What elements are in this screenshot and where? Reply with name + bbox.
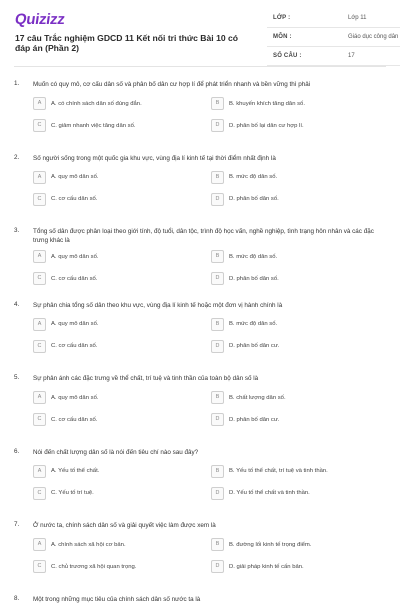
- question-text: Ở nước ta, chính sách dân số và giải quyết việc làm được xem là: [33, 522, 216, 529]
- option-letter-badge: D: [211, 340, 224, 353]
- meta-value: Lớp 11: [348, 15, 367, 21]
- option-letter-badge: B: [211, 318, 224, 331]
- answer-option[interactable]: [211, 391, 385, 404]
- meta-value: 17: [348, 53, 355, 59]
- question-number: 7.: [14, 521, 20, 528]
- option-letter-badge: B: [211, 538, 224, 551]
- option-letter-badge: C: [33, 272, 46, 285]
- option-letter-badge: D: [211, 272, 224, 285]
- option-text: A. quy mô dân số.: [51, 174, 99, 180]
- answer-option[interactable]: [211, 318, 385, 331]
- option-text: B. chất lượng dân số.: [229, 394, 286, 401]
- question-item: [14, 221, 386, 295]
- option-text: A. quy mô dân số.: [51, 253, 99, 260]
- option-letter-badge: C: [33, 487, 46, 500]
- question-number: 1.: [14, 80, 20, 87]
- answer-option[interactable]: [211, 272, 385, 285]
- question-text: Tổng số dân được phân loại theo giới tính, độ tuổi, dân tộc, trình độ học vấn, nghề nghiệp, tình trạng hôn nhân và các đặc trưng khác là: [33, 228, 374, 244]
- answer-option[interactable]: [33, 318, 207, 331]
- option-text: D. Yếu tố thể chất và tinh thần.: [229, 490, 310, 496]
- question-text: Một trong những mục tiêu của chính sách dân số nước ta là: [33, 595, 201, 603]
- option-letter-badge: C: [33, 560, 46, 573]
- option-letter-badge: A: [33, 97, 46, 110]
- question-number: 4.: [14, 300, 20, 308]
- answer-option[interactable]: [211, 538, 385, 551]
- option-letter-badge: A: [33, 465, 46, 478]
- option-text: A. quy mô dân số.: [51, 321, 99, 327]
- option-text: C. giảm nhanh việc tăng dân số.: [51, 122, 136, 129]
- quizizz-logo: Quizizz: [13, 11, 66, 28]
- option-text: D. phân bố dân số.: [229, 275, 279, 282]
- option-text: B. mức độ dân số.: [229, 321, 278, 327]
- meta-value: Giáo dục công dân: [348, 34, 399, 40]
- meta-subject: [267, 30, 400, 47]
- answer-option[interactable]: [33, 119, 207, 132]
- answer-option[interactable]: [33, 171, 207, 184]
- answer-option[interactable]: [33, 487, 207, 500]
- option-letter-badge: B: [211, 97, 224, 110]
- question-item: [14, 589, 386, 615]
- question-number: 6.: [14, 447, 20, 455]
- option-letter-badge: C: [33, 193, 46, 206]
- question-item: [14, 368, 386, 442]
- option-letter-badge: D: [211, 487, 224, 500]
- option-letter-badge: B: [211, 171, 224, 184]
- option-text: C. chủ trương xã hội quan trọng.: [51, 563, 137, 570]
- option-letter-badge: D: [211, 119, 224, 132]
- answer-option[interactable]: [211, 119, 385, 132]
- answer-option[interactable]: [33, 413, 207, 426]
- option-text: D. giải pháp kinh tế cấn bản.: [229, 563, 304, 570]
- answer-option[interactable]: [211, 97, 385, 110]
- option-text: A. quy mô dân số.: [51, 394, 99, 401]
- option-letter-badge: B: [211, 250, 224, 263]
- question-text: Sự phân chia tổng số dân theo khu vực, vùng địa lí kinh tế hoặc một đơn vị hành chính là: [33, 301, 283, 309]
- answer-option[interactable]: [211, 487, 385, 500]
- option-text: D. phân bố dân cư.: [229, 416, 280, 423]
- question-number: 8.: [14, 594, 20, 602]
- option-text: D. phân bố dân cư.: [229, 343, 280, 349]
- option-text: A. chính sách xã hội cơ bản.: [51, 541, 126, 548]
- meta-question-count: [267, 49, 400, 66]
- question-item: [14, 295, 386, 369]
- option-text: C. cơ cấu dân số.: [51, 416, 98, 423]
- option-text: B. Yếu tố thể chất, trí tuệ và tinh thần.: [229, 468, 328, 474]
- option-letter-badge: C: [33, 413, 46, 426]
- answer-option[interactable]: [211, 465, 385, 478]
- question-text: Số người sống trong một quốc gia khu vực, vùng địa lí kinh tế tại thời điểm nhất định là: [33, 154, 276, 162]
- option-text: D. phân bố lại dân cư hợp lí.: [229, 122, 304, 129]
- question-item: [14, 148, 386, 222]
- answer-option[interactable]: [33, 193, 207, 206]
- option-text: A. Yếu tố thể chất.: [51, 468, 100, 474]
- meta-label: SỐ CÂU :: [273, 53, 302, 59]
- worksheet-header: [13, 0, 399, 67]
- answer-option[interactable]: [33, 538, 207, 551]
- worksheet-meta: [267, 11, 400, 66]
- answer-option[interactable]: [33, 272, 207, 285]
- meta-label: LỚP :: [273, 15, 291, 21]
- option-text: C. cơ cấu dân số.: [51, 196, 98, 202]
- meta-class: [267, 11, 400, 28]
- question-list: [14, 74, 386, 615]
- question-item: [14, 74, 386, 148]
- question-item: [14, 515, 386, 589]
- answer-option[interactable]: [33, 560, 207, 573]
- question-item: [14, 442, 386, 516]
- question-text: Nói đến chất lượng dân số là nói đến tiêu chí nào sau đây?: [33, 448, 199, 456]
- option-letter-badge: B: [211, 465, 224, 478]
- option-text: B. khuyến khích tăng dân số.: [229, 100, 305, 107]
- question-text: Muốn có quy mô, cơ cấu dân số và phân bố dân cư hợp lí để phát triển nhanh và bền vững thì phải: [33, 81, 311, 88]
- answer-option[interactable]: [211, 340, 385, 353]
- answer-option[interactable]: [33, 465, 207, 478]
- question-number: 5.: [14, 374, 20, 381]
- option-letter-badge: A: [33, 250, 46, 263]
- answer-option[interactable]: [211, 560, 385, 573]
- option-letter-badge: C: [33, 119, 46, 132]
- answer-option[interactable]: [211, 413, 385, 426]
- option-text: B. mức độ dân số.: [229, 174, 278, 180]
- worksheet-title: 17 câu Trắc nghiệm GDCD 11 Kết nối tri thức Bài 10 có đáp án (Phần 2): [15, 33, 239, 53]
- option-letter-badge: D: [211, 413, 224, 426]
- answer-option[interactable]: [33, 97, 207, 110]
- answer-option[interactable]: [211, 250, 385, 263]
- answer-option[interactable]: [211, 171, 385, 184]
- answer-option[interactable]: [33, 340, 207, 353]
- option-letter-badge: C: [33, 340, 46, 353]
- option-text: C. cơ cấu dân số.: [51, 343, 98, 349]
- option-letter-badge: A: [33, 391, 46, 404]
- option-letter-badge: A: [33, 171, 46, 184]
- option-letter-badge: D: [211, 193, 224, 206]
- option-text: B. đường lối kinh tế trọng điểm.: [229, 541, 312, 548]
- option-letter-badge: D: [211, 560, 224, 573]
- option-text: B. mức độ dân số.: [229, 253, 278, 260]
- meta-label: MÔN :: [273, 34, 292, 40]
- question-number: 3.: [14, 227, 20, 234]
- answer-option[interactable]: [33, 391, 207, 404]
- option-text: C. cơ cấu dân số.: [51, 275, 98, 282]
- option-letter-badge: A: [33, 538, 46, 551]
- option-letter-badge: B: [211, 391, 224, 404]
- question-text: Sự phản ánh các đặc trưng về thể chất, trí tuệ và tinh thần của toàn bộ dân số là: [33, 375, 259, 382]
- option-text: A. có chính sách dân số đúng đắn.: [51, 100, 142, 107]
- option-text: C. Yếu tố trí tuệ.: [51, 490, 94, 496]
- question-number: 2.: [14, 153, 20, 161]
- option-text: D. phân bố dân số.: [229, 196, 279, 202]
- option-letter-badge: A: [33, 318, 46, 331]
- answer-option[interactable]: [211, 193, 385, 206]
- answer-option[interactable]: [33, 250, 207, 263]
